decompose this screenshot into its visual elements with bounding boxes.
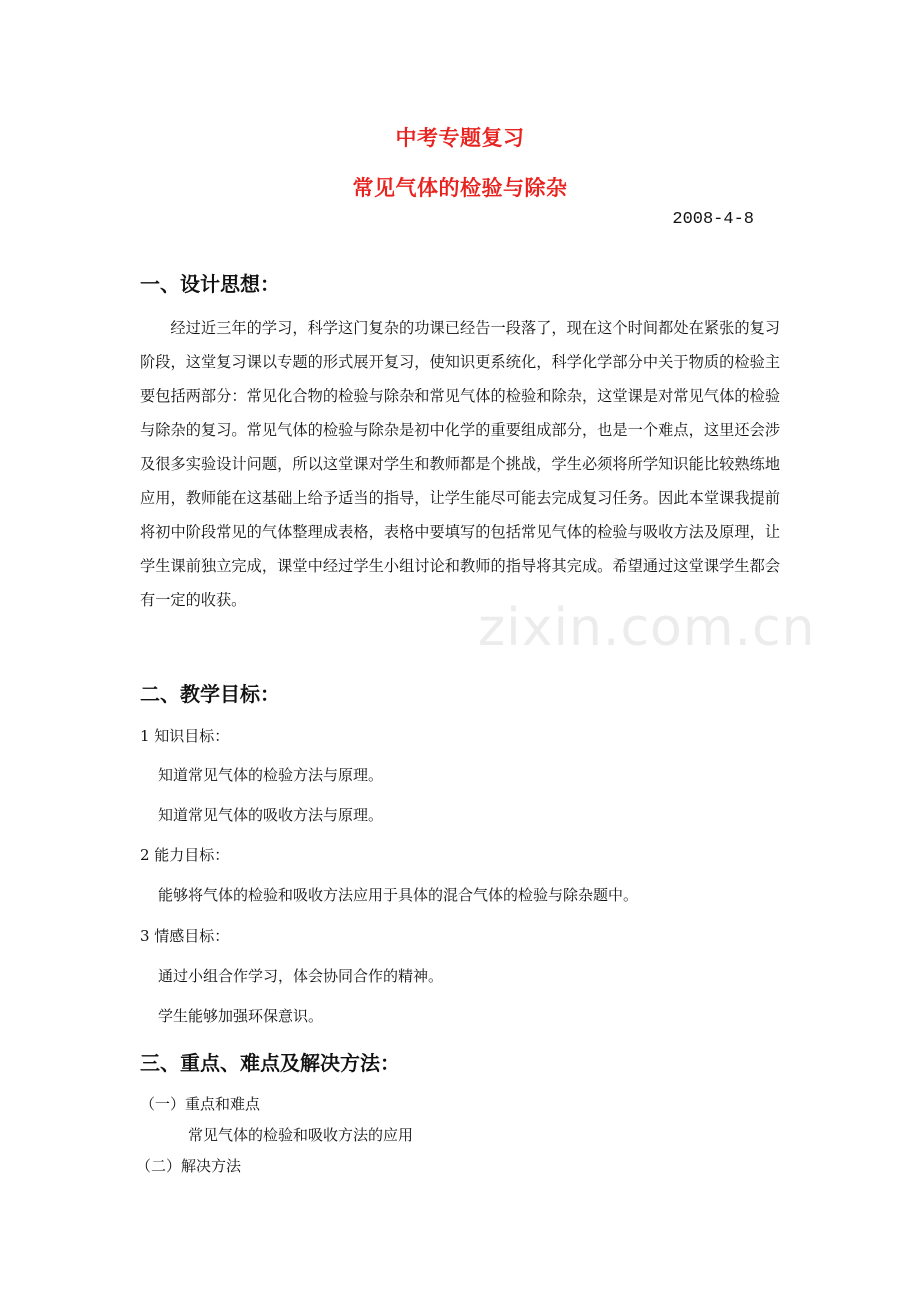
emotion-objective-item: 通过小组合作学习，体会协同合作的精神。 [158, 967, 444, 985]
doc-subtitle: 常见气体的检验与除杂 [352, 176, 568, 200]
emotion-objective-label: 3 情感目标： [140, 927, 230, 945]
knowledge-objective-item: 知道常见气体的检验方法与原理。 [158, 766, 384, 784]
ability-objective-label: 2 能力目标： [140, 846, 230, 864]
section-heading-objectives: 二、教学目标： [140, 682, 280, 706]
doc-title: 中考专题复习 [395, 126, 525, 150]
emotion-objective-item: 学生能够加强环保意识。 [158, 1007, 324, 1025]
solution-label: （二）解决方法 [136, 1157, 242, 1175]
watermark: zixin.com.cn [478, 598, 816, 658]
keypoints-text: 常见气体的检验和吸收方法的应用 [188, 1126, 414, 1144]
knowledge-objective-label: 1 知识目标： [140, 727, 230, 745]
design-paragraph: 经过近三年的学习，科学这门复杂的功课已经告一段落了，现在这个时间都处在紧张的复习阶段，这堂复习课以专题的形式展开复习，使知识更系统化，科学化学部分中关于物质的检验主要包括两部分：常见化合物的检验与除杂和常见气体的检验和除杂，这堂课是对常见气体的检验与除杂的复习。常见气体的检验与除杂是初中化学的重要组成部分，也是一个难点，这里还会涉及很多实验设计问题，所以这堂课对学生和教师都是个挑战，学生必须将所学知识能比较熟练地应用，教师能在这基础上给予适当的指导，让学生能尽可能去完成复习任务。因此本堂课我提前将初中阶段常见的气体整理成表格，表格中要填写的包括常见气体的检验与吸收方法及原理，让学生课前独立完成，课堂中经过学生小组讨论和教师的指导将其完成。希望通过这堂课学生都会有一定的收获。 [140, 319, 780, 609]
knowledge-objective-item: 知道常见气体的吸收方法与原理。 [158, 806, 384, 824]
section-heading-keypoints: 三、重点、难点及解决方法： [140, 1051, 400, 1075]
section-heading-design: 一、设计思想： [140, 272, 280, 296]
keypoints-label: （一）重点和难点 [140, 1095, 261, 1113]
doc-date: 2008-4-8 [672, 210, 754, 229]
ability-objective-item: 能够将气体的检验和吸收方法应用于具体的混合气体的检验与除杂题中。 [158, 886, 639, 904]
